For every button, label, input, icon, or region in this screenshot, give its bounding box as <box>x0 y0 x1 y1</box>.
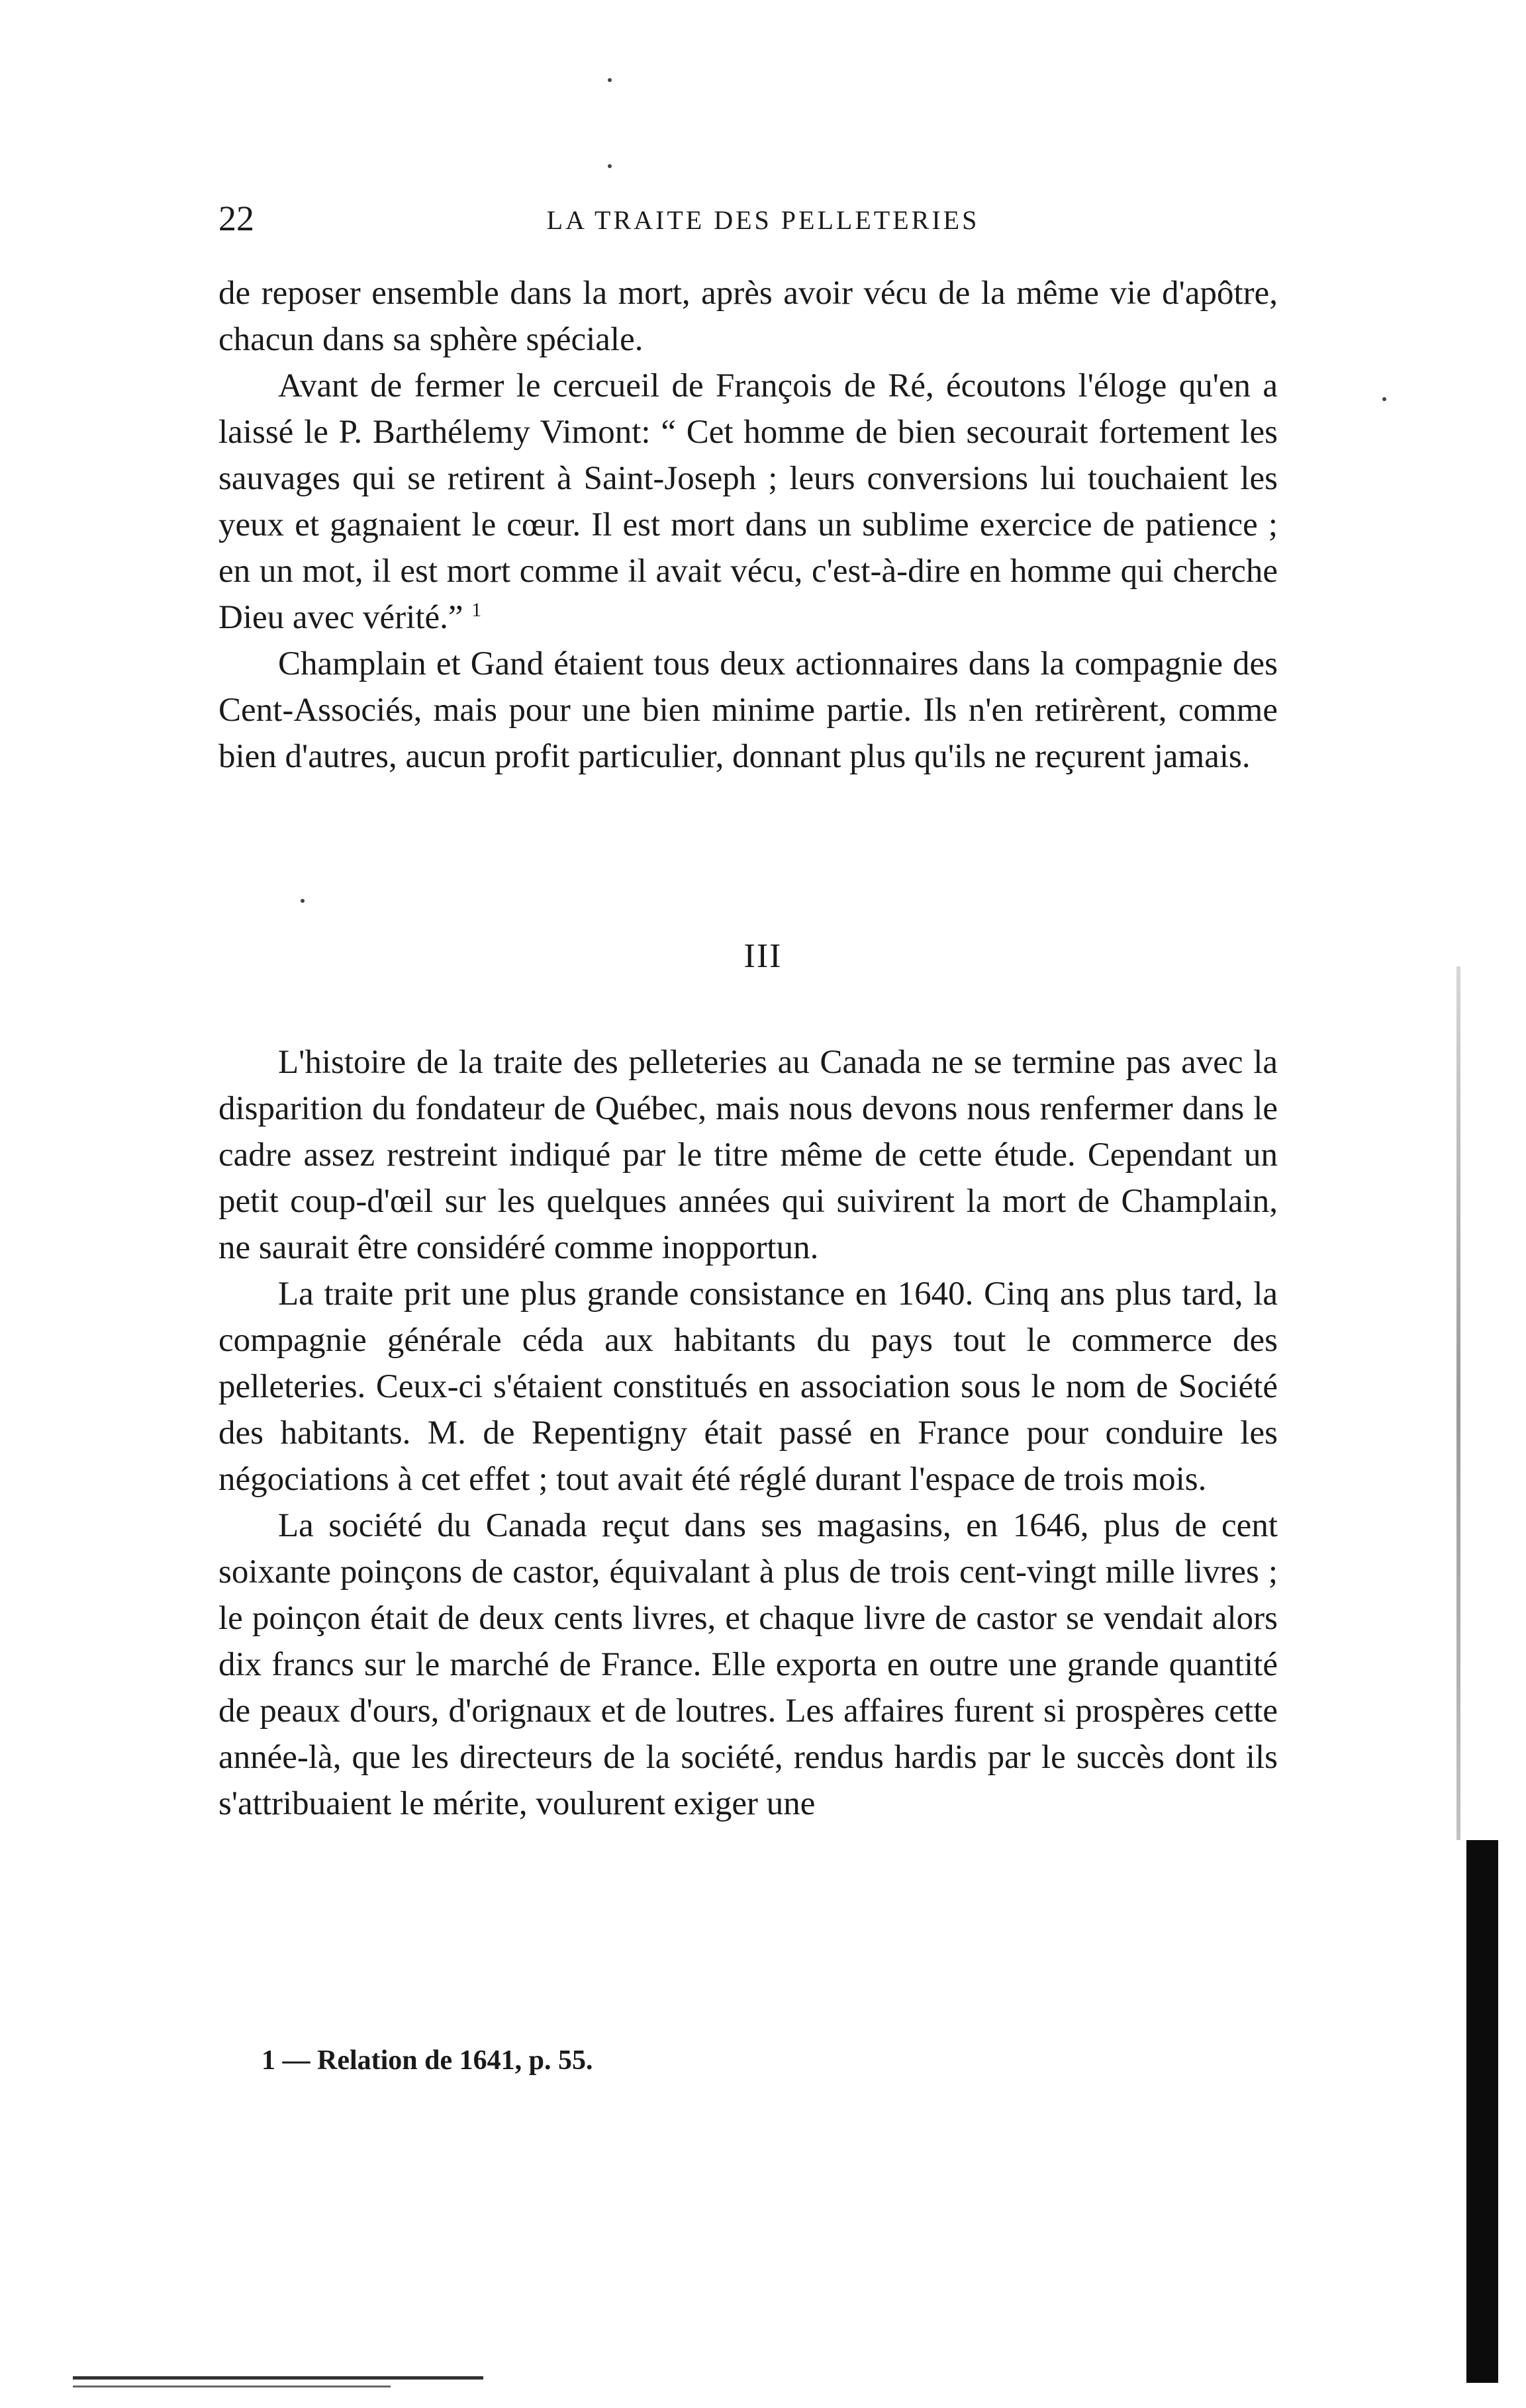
scan-speck <box>301 899 305 903</box>
section-two-text <box>218 1039 1278 1827</box>
paragraph <box>218 363 1278 641</box>
footnote: 1 — Relation de 1641, p. 55. <box>262 2045 593 2076</box>
section-one-text <box>218 270 1278 780</box>
scan-speck <box>608 78 612 82</box>
footnote-reference: 1 <box>471 599 482 621</box>
paragraph: de reposer ensemble dans la mort, après avoir vécu de la même vie d'apôtre, chacun dans sa sphère spéciale. <box>218 275 1278 358</box>
running-title: LA TRAITE DES PELLETERIES <box>546 205 980 235</box>
scan-speck <box>608 164 612 168</box>
paragraph-text: Avant de fermer le cercueil de François de Ré, écoutons l'éloge qu'en a laissé le P. Barthélemy Vimont: “ Cet homme de bien secourait fortement les sauvages qui se retirent à Saint-Joseph ; leurs conversions lui touchaient les yeux et gagnaient le cœur. Il est mort dans un sublime exercice de patience ; en un mot, il est mort comme il avait vécu, c'est-à-dire en homme qui cherche Dieu avec vérité.” <box>218 367 1278 636</box>
scan-bottom-rule <box>73 2385 391 2387</box>
scan-bottom-rule <box>73 2376 483 2380</box>
paragraph: Champlain et Gand étaient tous deux actionnaires dans la compagnie des Cent-Associés, mais pour une bien minime partie. Ils n'en retirèrent, comme bien d'autres, aucun profit particulier, donnant plus qu'ils ne reçurent jamais. <box>218 645 1278 775</box>
scan-edge-bar <box>1466 1840 1498 2383</box>
paragraph: L'histoire de la traite des pelleteries au Canada ne se termine pas avec la disparition du fondateur de Québec, mais nous devons nous renfermer dans le cadre assez restreint indiqué par le titre même de cette étude. Cependant un petit coup-d'œil sur les quelques années qui suivirent la mort de Champlain, ne saurait être considéré comme inopportun. <box>218 1044 1278 1266</box>
scan-speck <box>1382 397 1386 401</box>
page-edge-shadow <box>1456 966 1460 1840</box>
page-number: 22 <box>218 199 254 238</box>
paragraph: La société du Canada reçut dans ses magasins, en 1646, plus de cent soixante poinçons de castor, équivalant à plus de trois cent-vingt mille livres ; le poinçon était de deux cents livres, et chaque livre de castor se vendait alors dix francs sur le marché de France. Elle exporta en outre une grande quantité de peaux d'ours, d'orignaux et de loutres. Les affaires furent si prospères cette année-là, que les directeurs de la société, rendus hardis par le succès dont ils s'attribuaient le mérite, voulurent exiger une <box>218 1507 1278 1822</box>
paragraph: La traite prit une plus grande consistance en 1640. Cinq ans plus tard, la compagnie générale céda aux habitants du pays tout le commerce des pelleteries. Ceux-ci s'étaient constitués en association sous le nom de Société des habitants. M. de Repentigny était passé en France pour conduire les négociations à cet effet ; tout avait été réglé durant l'espace de trois mois. <box>218 1275 1278 1498</box>
section-heading: III <box>743 937 783 975</box>
